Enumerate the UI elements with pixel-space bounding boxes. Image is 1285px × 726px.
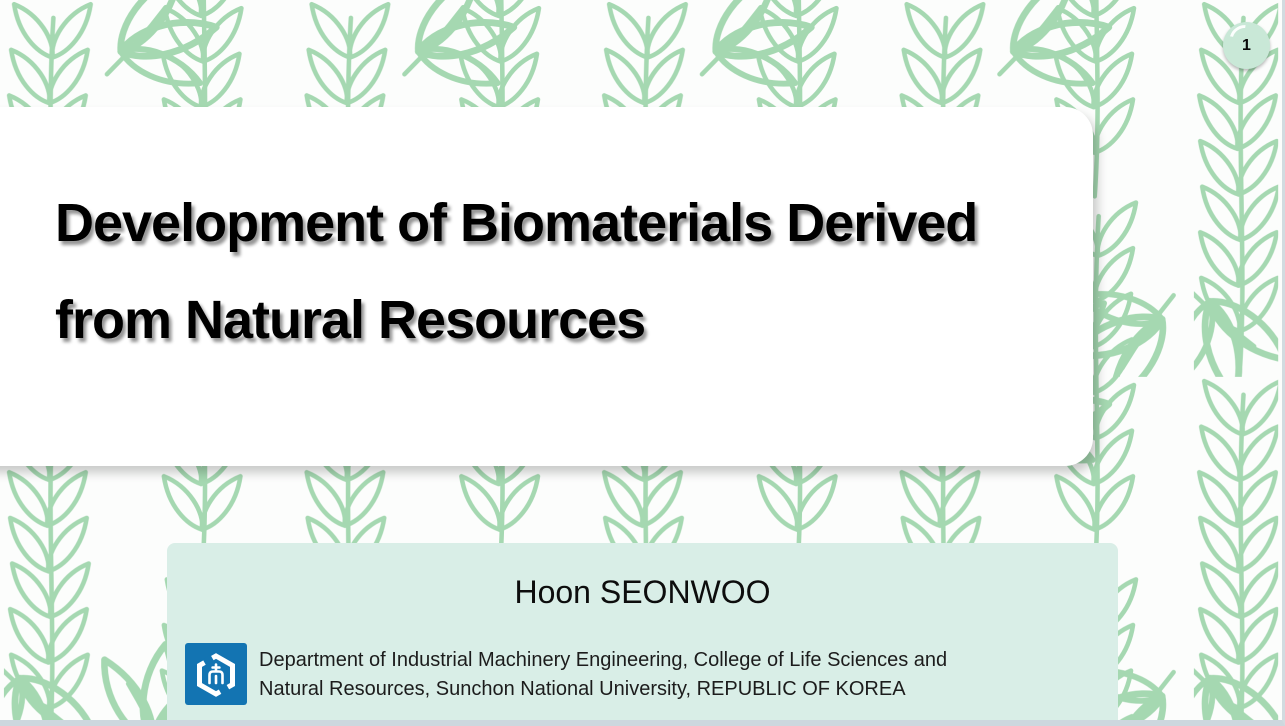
affiliation-line1: Department of Industrial Machinery Engineering, College of Life Sciences and [259, 649, 948, 671]
affiliation-line2: Natural Resources, Sunchon National University, REPUBLIC OF KOREA [259, 677, 906, 700]
slide-title [55, 175, 977, 369]
presenter-card [167, 543, 1118, 720]
slide-title-line1: Development of Biomaterials Derived [55, 193, 978, 253]
title-card [0, 107, 1093, 466]
affiliation-text [259, 643, 947, 703]
affiliation-row [185, 643, 947, 705]
university-logo-icon [185, 643, 247, 705]
slide-title-line2: from Natural Resources [55, 290, 646, 350]
page-number-badge: 1 [1223, 22, 1270, 69]
presenter-name: Hoon SEONWOO [514, 574, 771, 610]
